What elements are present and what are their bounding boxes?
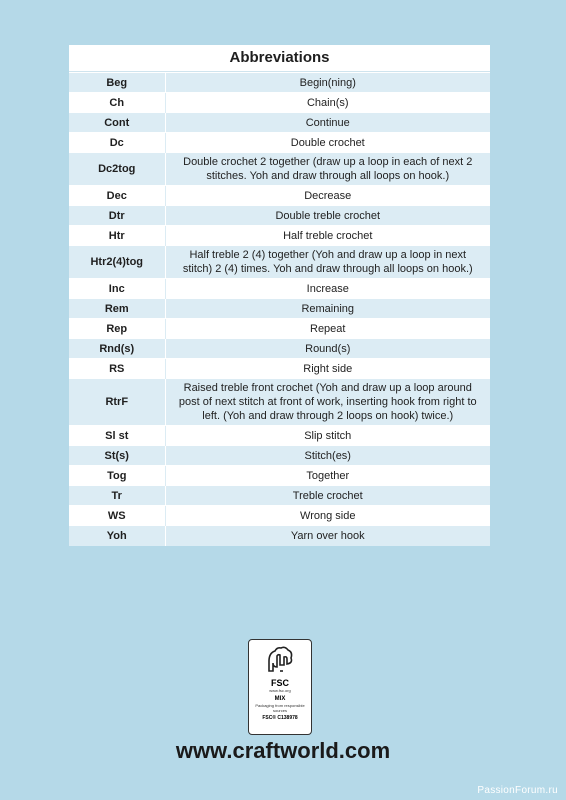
table-row — [69, 379, 490, 426]
fsc-mix-label: MIX — [274, 696, 286, 702]
table-row — [69, 466, 490, 486]
abbreviation-cell: RS — [69, 359, 165, 379]
meaning-cell: Repeat — [165, 319, 490, 339]
abbreviation-cell: Tog — [69, 466, 165, 486]
table-row — [69, 279, 490, 299]
meaning-cell: Increase — [165, 279, 490, 299]
table-row — [69, 359, 490, 379]
meaning-cell: Half treble crochet — [165, 226, 490, 246]
abbreviation-cell: Ch — [69, 93, 165, 113]
abbreviation-cell: Rem — [69, 299, 165, 319]
fsc-description: Packaging from responsible sources — [255, 703, 305, 713]
table-row — [69, 506, 490, 526]
table-row — [69, 426, 490, 446]
abbreviation-cell: Rnd(s) — [69, 339, 165, 359]
table-row — [69, 486, 490, 506]
meaning-cell: Decrease — [165, 186, 490, 206]
abbreviation-cell: Yoh — [69, 526, 165, 546]
meaning-cell: Double crochet 2 together (draw up a loop in each of next 2 stitches. Yoh and draw through all loops on hook.) — [165, 153, 490, 186]
table-row — [69, 526, 490, 546]
table-row — [69, 133, 490, 153]
abbreviation-cell: Cont — [69, 113, 165, 133]
table-row — [69, 186, 490, 206]
abbreviation-cell: Dc — [69, 133, 165, 153]
table-row — [69, 93, 490, 113]
table-row — [69, 226, 490, 246]
table-row — [69, 113, 490, 133]
abbreviation-cell: St(s) — [69, 446, 165, 466]
meaning-cell: Double crochet — [165, 133, 490, 153]
table-row — [69, 206, 490, 226]
abbreviation-cell: Dc2tog — [69, 153, 165, 186]
abbreviation-cell: Tr — [69, 486, 165, 506]
abbreviation-cell: Rep — [69, 319, 165, 339]
fsc-certification-label — [248, 639, 312, 735]
table-row — [69, 299, 490, 319]
meaning-cell: Half treble 2 (4) together (Yoh and draw up a loop in next stitch) 2 (4) times. Yoh and draw through all loops on hook.) — [165, 246, 490, 279]
fsc-tree-logo-icon — [249, 645, 311, 678]
meaning-cell: Raised treble front crochet (Yoh and draw up a loop around post of next stitch at front of work, inserting hook from right to left. (Yoh and draw through 2 loops on hook) twice.) — [165, 379, 490, 426]
table-row — [69, 339, 490, 359]
meaning-cell: Continue — [165, 113, 490, 133]
meaning-cell: Round(s) — [165, 339, 490, 359]
abbreviation-cell: Sl st — [69, 426, 165, 446]
abbreviation-cell: Htr2(4)tog — [69, 246, 165, 279]
meaning-cell: Wrong side — [165, 506, 490, 526]
fsc-code: FSC® C138978 — [262, 715, 298, 721]
table-row — [69, 319, 490, 339]
abbreviation-cell: WS — [69, 506, 165, 526]
meaning-cell: Right side — [165, 359, 490, 379]
abbreviation-cell: Beg — [69, 73, 165, 93]
abbreviation-cell: Dtr — [69, 206, 165, 226]
meaning-cell: Double treble crochet — [165, 206, 490, 226]
abbreviations-table-card — [69, 45, 490, 546]
meaning-cell: Treble crochet — [165, 486, 490, 506]
meaning-cell: Remaining — [165, 299, 490, 319]
fsc-brand: FSC — [271, 678, 289, 688]
meaning-cell: Yarn over hook — [165, 526, 490, 546]
abbreviation-cell: Dec — [69, 186, 165, 206]
table-title: Abbreviations — [69, 45, 490, 72]
abbreviation-cell: RtrF — [69, 379, 165, 426]
meaning-cell: Stitch(es) — [165, 446, 490, 466]
fsc-site: www.fsc.org — [269, 688, 291, 693]
meaning-cell: Begin(ning) — [165, 73, 490, 93]
abbreviation-cell: Inc — [69, 279, 165, 299]
table-row — [69, 446, 490, 466]
meaning-cell: Slip stitch — [165, 426, 490, 446]
table-row — [69, 153, 490, 186]
watermark-text: PassionForum.ru — [477, 785, 558, 796]
table-row — [69, 246, 490, 279]
abbreviations-table — [69, 72, 490, 546]
abbreviation-cell: Htr — [69, 226, 165, 246]
meaning-cell: Together — [165, 466, 490, 486]
footer-website-url: www.craftworld.com — [175, 738, 391, 763]
table-row — [69, 73, 490, 93]
meaning-cell: Chain(s) — [165, 93, 490, 113]
